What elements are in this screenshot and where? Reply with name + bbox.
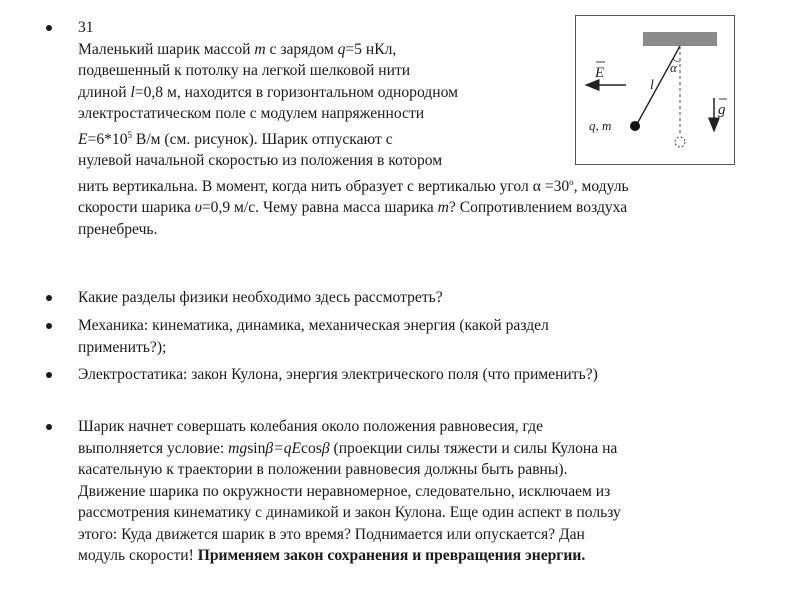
pendulum-diagram bbox=[576, 16, 736, 166]
initial-ball-position bbox=[675, 137, 685, 147]
angle-label: α bbox=[670, 60, 677, 75]
answer-line-2: выполняется условие: mgsinβ=qEcosβ (проекции силы тяжести и силы Кулона на bbox=[78, 439, 618, 457]
charged-ball bbox=[630, 121, 640, 131]
gravity-label: g bbox=[718, 102, 726, 118]
problem-line-9: пренебречь. bbox=[78, 220, 158, 238]
q2-line-1: Механика: кинематика, динамика, механическая энергия (какой раздел bbox=[78, 317, 549, 334]
answer-line-4: Движение шарика по окружности неравномерное, следовательно, исключаем из bbox=[78, 482, 611, 500]
bullet-q2 bbox=[46, 323, 52, 329]
q2-line-2: применить?); bbox=[78, 338, 167, 356]
problem-line-1: Маленький шарик массой m с зарядом q=5 нКл, bbox=[78, 40, 397, 58]
question-sections bbox=[78, 287, 443, 309]
pendulum-figure bbox=[575, 15, 735, 165]
problem-line-4: электростатическом поле с модулем напряженности bbox=[78, 105, 425, 122]
problem-line-6: нулевой начальной скоростью из положения в котором bbox=[78, 152, 443, 169]
problem-line-7: нить вертикальна. В момент, когда нить образует с вертикалью угол $\alpha =30^o$, модуль bbox=[78, 176, 629, 195]
problem-line-8: скорости шарика υ=0,9 м/с. Чему равна масса шарика m? Сопротивлением воздуха bbox=[78, 199, 628, 216]
answer-line-6: этого: Куда движется шарик в это время? Поднимается или опускается? Дан bbox=[78, 525, 585, 543]
bullet-answer bbox=[46, 424, 52, 430]
problem-line-2: подвешенный к потолку на легкой шелковой нити bbox=[78, 62, 411, 79]
answer-conclusion: Применяем закон сохранения и превращения энергии. bbox=[197, 547, 586, 564]
bullet-q3 bbox=[46, 372, 52, 378]
answer-line-3: касательную к траектории в положении равновесия должны быть равны). bbox=[78, 461, 568, 478]
q1-text: Какие разделы физики необходимо здесь рассмотреть? bbox=[78, 289, 443, 306]
answer-line-7: модуль скорости! Применяем закон сохранения и превращения энергии. bbox=[78, 547, 586, 564]
thread-label: l bbox=[650, 78, 654, 93]
problem-line-3: длиной l=0,8 м, находится в горизонтальном однородном bbox=[78, 83, 458, 101]
answer-line-1: Шарик начнет совершать колебания около положения равновесия, где bbox=[78, 418, 544, 435]
ceiling bbox=[643, 32, 717, 46]
answer-block bbox=[78, 416, 621, 567]
q3-text: Электростатика: закон Кулона, энергия электрического поля (что применить?) bbox=[78, 366, 598, 383]
bullet-problem bbox=[46, 25, 52, 31]
electrostatics-note bbox=[78, 364, 598, 386]
problem-number: 31 bbox=[78, 19, 94, 36]
charge-mass-label: q, m bbox=[589, 118, 612, 133]
mechanics-note bbox=[78, 315, 549, 358]
field-label: E bbox=[595, 65, 605, 81]
answer-line-5: рассмотрения кинематику с динамикой и закон Кулона. Еще один аспект в пользу bbox=[78, 504, 621, 521]
thread bbox=[637, 46, 680, 124]
problem-line-5: $E=6*10^5$ В/м (см. рисунок). Шарик отпускают с bbox=[78, 129, 393, 148]
problem-block bbox=[78, 17, 629, 240]
bullet-q1 bbox=[46, 295, 52, 301]
